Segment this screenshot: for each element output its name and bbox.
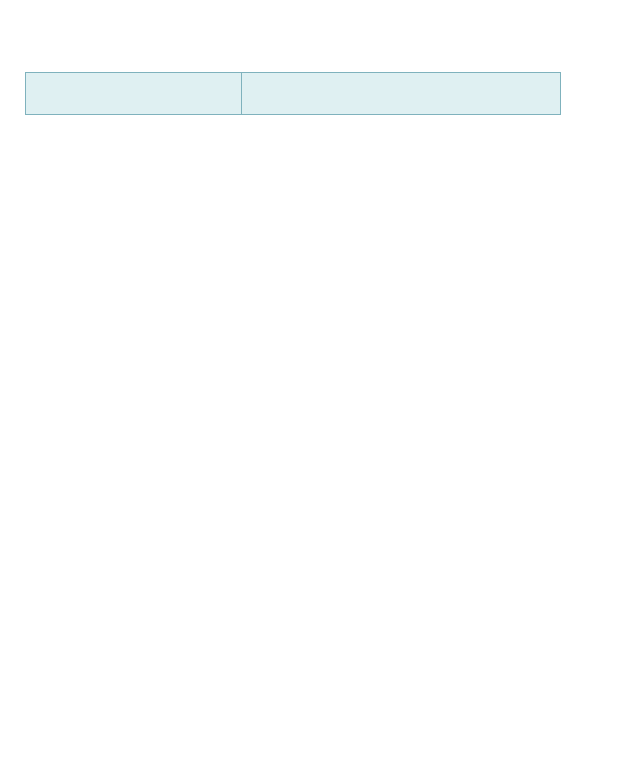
teacher-column-header (26, 73, 242, 115)
table-header-row (26, 73, 561, 115)
schedule-table (25, 72, 561, 115)
subject-column-header (242, 73, 561, 115)
